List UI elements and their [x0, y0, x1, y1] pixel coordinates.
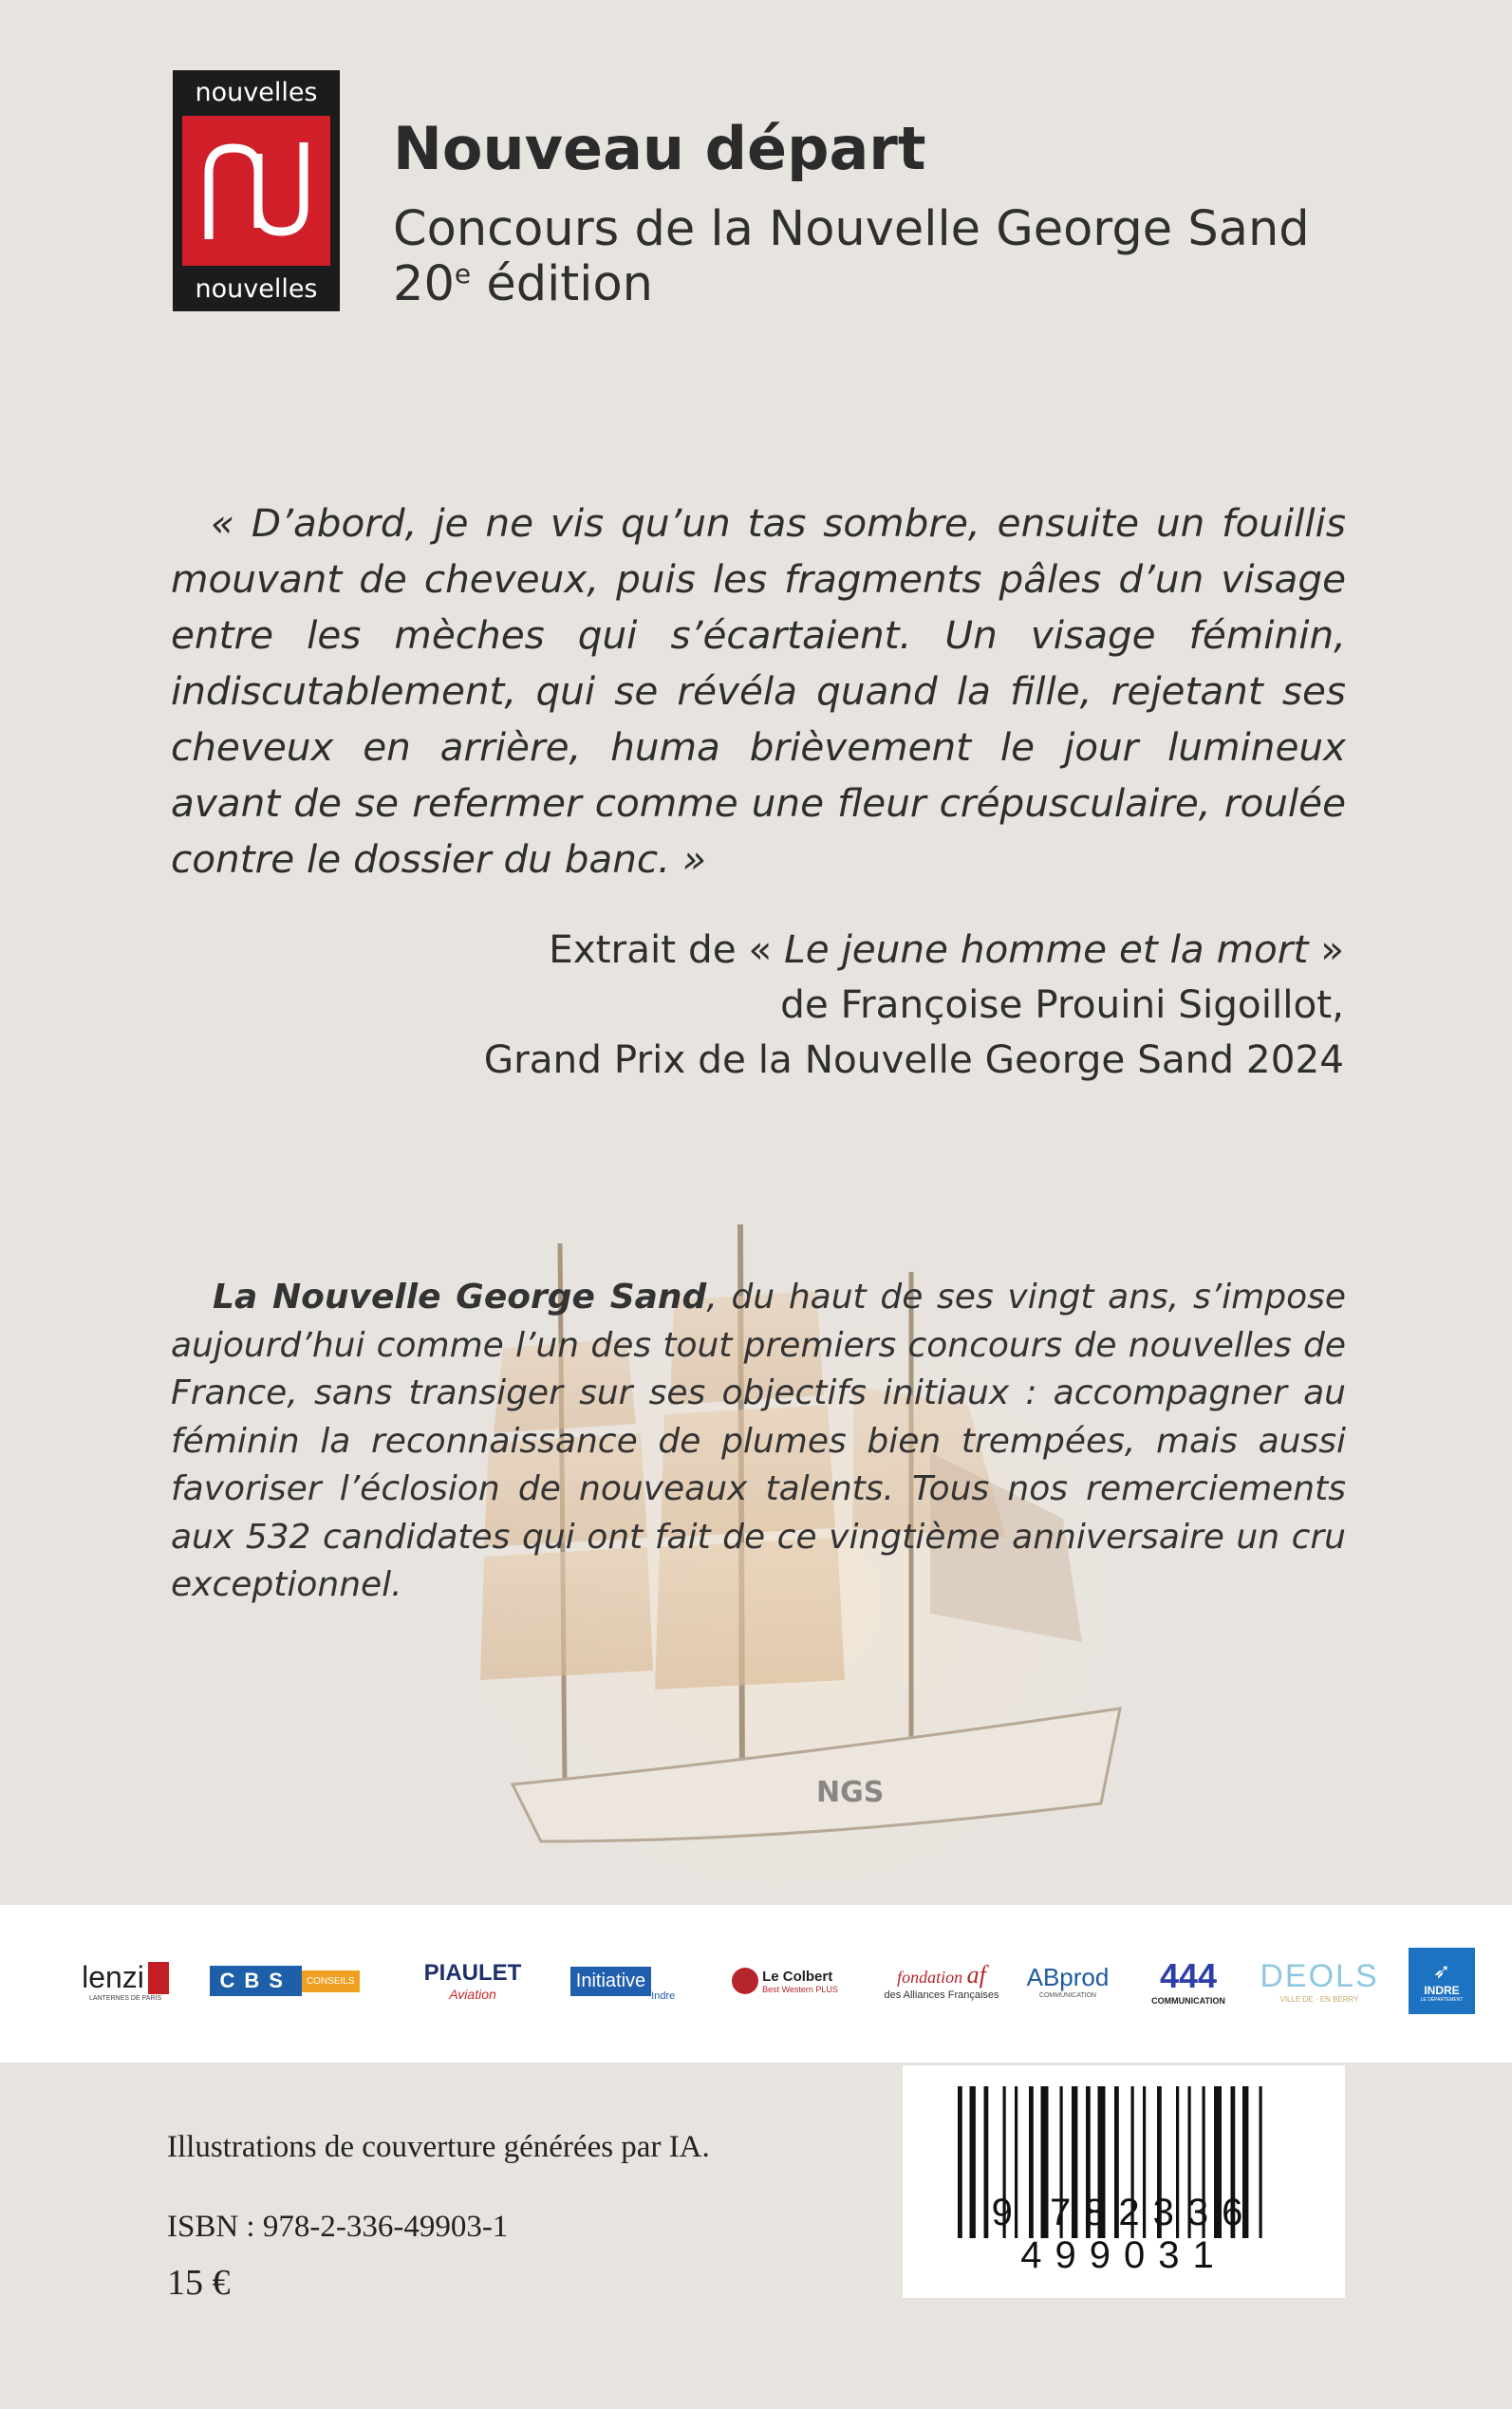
contest-name: Concours de la Nouvelle George Sand [393, 201, 1310, 257]
c444-wordmark: 444 [1159, 1956, 1218, 1995]
edition-number: 20 [393, 256, 455, 312]
abprod-subtitle: COMMUNICATION [1038, 1992, 1097, 1999]
colbert-subtitle: Best Western PLUS [762, 1984, 838, 1994]
sponsor-colbert-logo [714, 1943, 856, 2019]
price: 15 € [167, 2263, 231, 2303]
logo-top-text: nouvelles [195, 78, 318, 107]
credit-work-title: Le jeune homme et la mort [784, 926, 1309, 972]
initiative-wordmark: Initiative [570, 1967, 651, 1996]
deols-wordmark: DEOLS [1260, 1958, 1379, 1994]
book-title: Nouveau départ [393, 114, 926, 183]
logo-bottom-text: nouvelles [195, 274, 318, 304]
sponsor-cbs-logo [209, 1943, 361, 2019]
sponsor-piaulet-logo [406, 1943, 539, 2019]
fondation-subtitle: des Alliances Françaises [884, 1989, 999, 2001]
excerpt-credit-author: de Françoise Prouini Sigoillot, [780, 981, 1344, 1027]
logo-red-square [182, 116, 330, 266]
abprod-wordmark: ABprod [1026, 1963, 1110, 1991]
piaulet-wordmark: PIAULET [423, 1960, 522, 1986]
credit-suffix: » [1308, 926, 1344, 972]
sponsor-444-logo [1139, 1943, 1238, 2019]
credit-prefix: Extrait de « [549, 926, 785, 972]
indre-subtitle: LE DÉPARTEMENT [1420, 1997, 1464, 2003]
isbn: ISBN : 978-2-336-49903-1 [167, 2210, 509, 2244]
sponsor-abprod-logo [1008, 1943, 1128, 2019]
sponsor-alliance-francaise-logo [875, 1943, 1008, 2019]
illustration-credits: Illustrations de couverture générées par IA. [167, 2130, 710, 2164]
contest-blurb [171, 1274, 1346, 1610]
nu-monogram-icon [182, 116, 330, 266]
sponsors-band [0, 1905, 1512, 2063]
cbs-wordmark: CBS [210, 1966, 301, 1996]
sponsor-lenzi-logo [59, 1943, 192, 2019]
initiative-subtitle: Indre [651, 1990, 676, 2002]
edition-superscript: e [454, 258, 472, 289]
best-western-icon [732, 1968, 758, 1994]
excerpt-credit-prize: Grand Prix de la Nouvelle George Sand 2024 [483, 1036, 1344, 1082]
af-wordmark: af [966, 1961, 986, 1989]
sponsor-deols-logo [1251, 1943, 1388, 2019]
lenzi-wordmark: lenzi [82, 1960, 144, 1994]
cbs-subtitle: CONSEILS [302, 1970, 360, 1992]
ship-hull-label: NGS [816, 1776, 885, 1809]
piaulet-subtitle: Aviation [449, 1987, 496, 2002]
deols-subtitle: VILLE DE · EN BERRY [1279, 1995, 1359, 2004]
indre-wordmark: INDRE [1424, 1984, 1460, 1997]
lantern-icon [148, 1962, 169, 1994]
blurb-bold: La Nouvelle George Sand [213, 1278, 707, 1317]
fondation-wordmark: fondation [897, 1968, 963, 1987]
bird-icon: ➶ [1432, 1959, 1451, 1983]
edition-line [393, 256, 653, 312]
edition-word: édition [471, 256, 653, 312]
excerpt-quote: « D’abord, je ne vis qu’un tas sombre, ensuite un fouillis mouvant de cheveux, puis les fragments pâles d’un visage entre les mèches qui s’écartaient. Un visage féminin, indiscutablement, qui se révéla quand la fille, rejetant ses cheveux en arrière, huma brièvement le jour lumineux avant de se refermer comme une fleur crépusculaire, roulée contre le dossier du banc. » [171, 500, 1346, 882]
isbn-barcode [903, 2065, 1345, 2298]
blurb-text: , du haut de ses vingt ans, s’impose aujourd’hui comme l’un des tout premiers concours de nouvelles de France, sans transiger sur ses objectifs initiaux : accompagner au féminin la reconnaissance de plumes bien trempées, mais aussi favoriser l’éclosion de nouveaux talents. Tous nos remerciements aux 532 candidates qui ont fait de ce vingtième anniversaire un cru exceptionnel. [171, 1278, 1347, 1604]
c444-subtitle: COMMUNICATION [1151, 1996, 1225, 2006]
sponsor-indre-logo [1409, 1948, 1475, 2014]
lenzi-subtitle: LANTERNES DE PARIS [88, 1995, 162, 2002]
sponsor-initiative-logo [562, 1943, 683, 2019]
colbert-wordmark: Le Colbert [762, 1968, 833, 1985]
barcode-number: 9 782336 499031 [991, 2192, 1257, 2276]
publisher-logo [173, 70, 340, 311]
excerpt-credit-title [549, 926, 1344, 972]
